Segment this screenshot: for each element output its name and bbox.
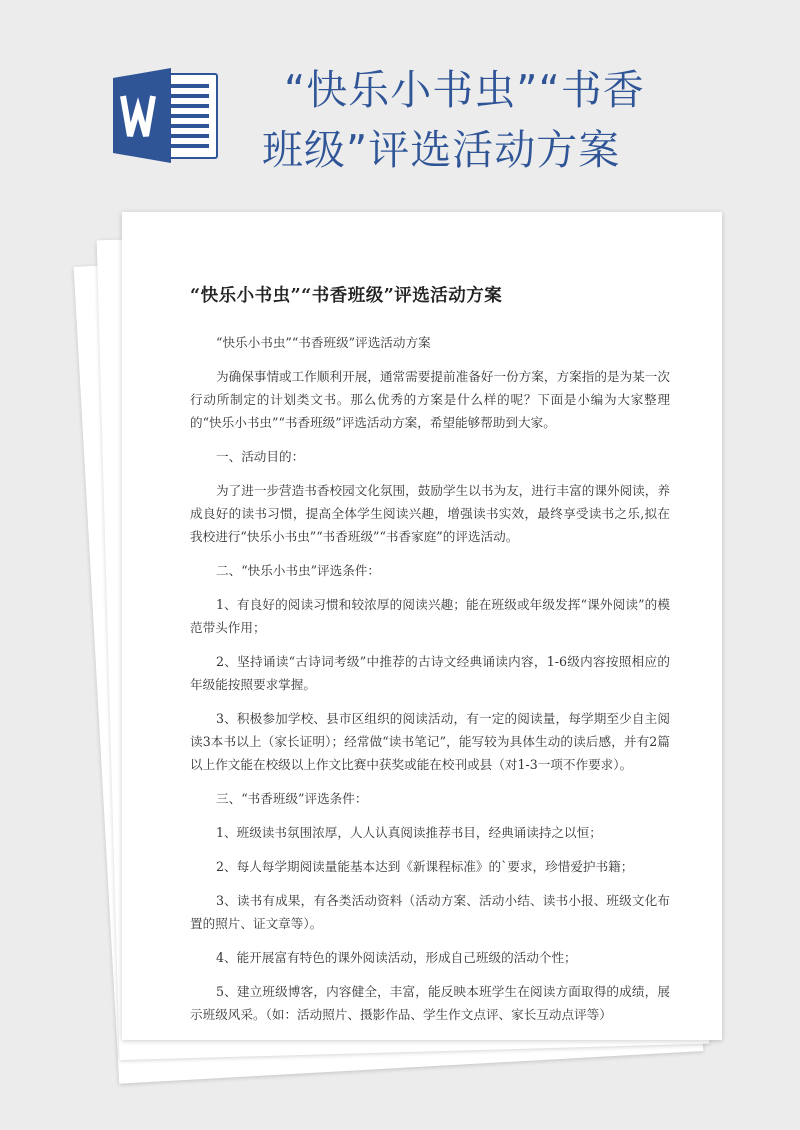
list-item: 3、读书有成果，有各类活动资料（活动方案、活动小结、读书小报、班级文化布置的照片、证文章等）。 bbox=[190, 893, 670, 931]
list-item: 1、有良好的阅读习惯和较浓厚的阅读兴趣；能在班级或年级发挥“课外阅读”的模范带头作用； bbox=[190, 597, 670, 635]
list-item: 2、每人每学期阅读量能基本达到《新课程标准》的`要求，珍惜爱护书籍； bbox=[216, 859, 634, 874]
list-item: 4、能开展富有特色的课外阅读活动，形成自己班级的活动个性； bbox=[216, 950, 577, 965]
page-headline bbox=[262, 60, 762, 180]
paragraph: 为了进一步营造书香校园文化氛围，鼓励学生以书为友，进行丰富的课外阅读，养成良好的读书习惯，提高全体学生阅读兴趣，增强读书实效，最终享受读书之乐,拟在我校进行“快乐小书虫”“书香班级”“书香家庭”的评选活动。 bbox=[190, 483, 670, 544]
list-item: 5、建立班级博客，内容健全，丰富，能反映本班学生在阅读方面取得的成绩，展示班级风采。（如：活动照片、摄影作品、学生作文点评、家长互动点评等） bbox=[190, 984, 670, 1022]
headline-line-2: 班级”评选活动方案 bbox=[262, 126, 621, 174]
paragraph: “快乐小书虫”“书香班级”评选活动方案 bbox=[216, 335, 431, 350]
document-body bbox=[190, 282, 670, 1037]
list-item: 2、坚持诵读“古诗词考级”中推荐的古诗文经典诵读内容，1-6级内容按照相应的年级能按照要求掌握。 bbox=[190, 654, 670, 692]
section-heading: 一、活动目的： bbox=[216, 449, 305, 464]
list-item: 1、班级读书氛围浓厚，人人认真阅读推荐书目，经典诵读持之以恒； bbox=[216, 825, 602, 840]
paragraph: 为确保事情或工作顺利开展，通常需要提前准备好一份方案，方案指的是为某一次行动所制定的计划类文书。那么优秀的方案是什么样的呢？下面是小编为大家整理的“快乐小书虫”“书香班级”评选活动方案，希望能够帮助到大家。 bbox=[190, 369, 670, 430]
headline-line-1: “快乐小书虫”“书香 bbox=[284, 66, 645, 114]
list-item: 3、积极参加学校、县市区组织的阅读活动，有一定的阅读量，每学期至少自主阅读3本书以上（家长证明）；经常做“读书笔记”，能写较为具体生动的读后感，并有2篇以上作文能在校级以上作文比赛中获奖或能在校刊或县（对1-3一项不作要求）。 bbox=[190, 711, 670, 772]
section-heading: 三、“书香班级”评选条件： bbox=[216, 791, 368, 806]
section-heading: 二、“快乐小书虫”评选条件： bbox=[216, 563, 381, 578]
document-title: “快乐小书虫”“书香班级”评选活动方案 bbox=[190, 286, 503, 306]
word-icon bbox=[113, 68, 223, 163]
